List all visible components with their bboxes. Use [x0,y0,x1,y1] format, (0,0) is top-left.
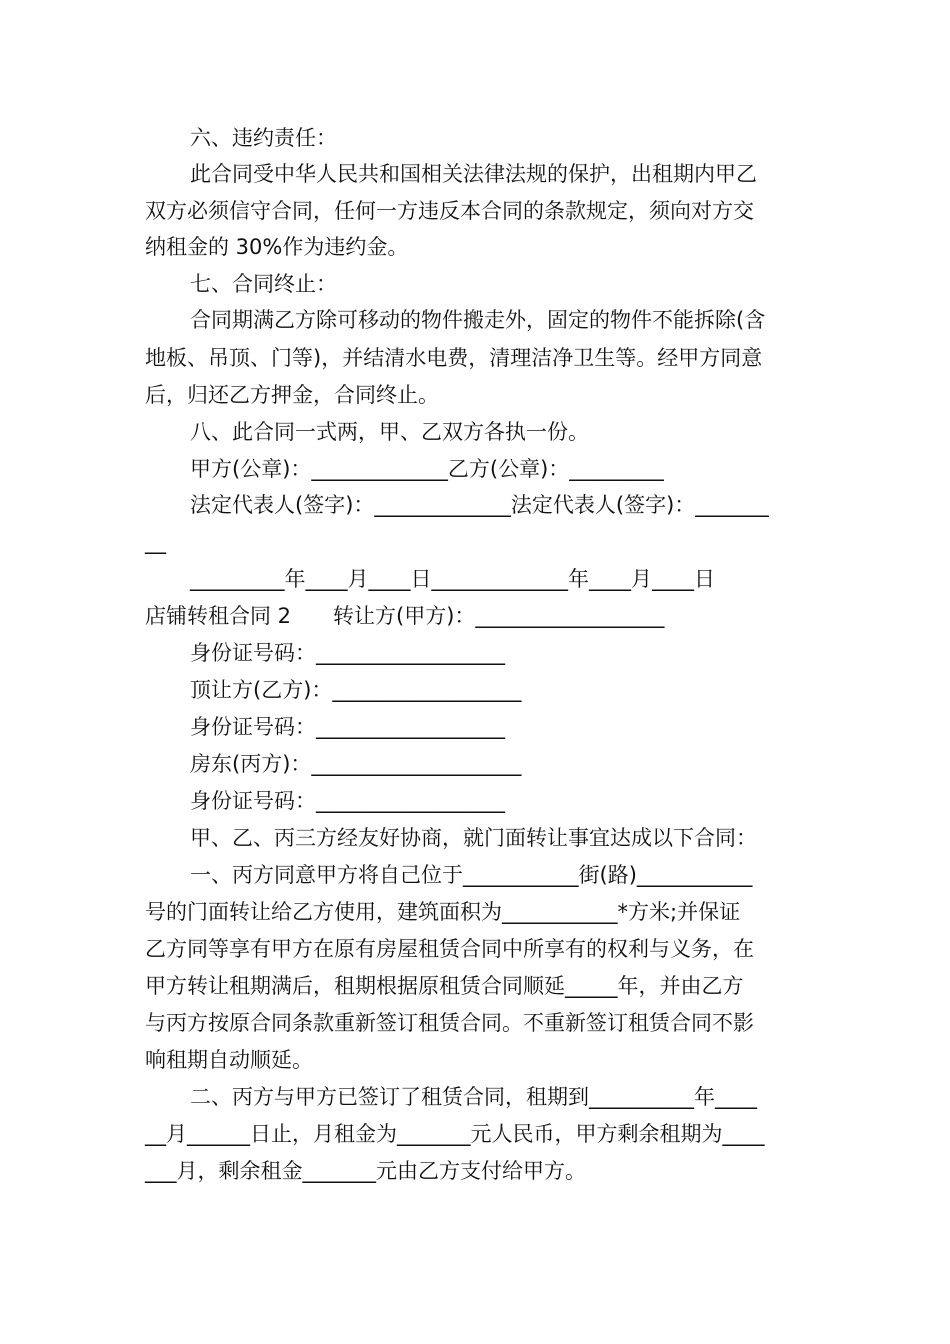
date-line: _________年____月____日_____________年____月____日 [190,567,715,591]
contract-2-title-line: 店铺转租合同 2 转让方(甲方)：__________________ [145,604,665,628]
section-7-para-line-1: 合同期满乙方除可移动的物件搬走外，固定的物件不能拆除(含 [190,308,766,332]
clause-1-line-4: 甲方转让租期满后，租期根据原租赁合同顺延_____年，并由乙方 [145,974,744,998]
section-7-para-line-2: 地板、吊顶、门等)，并结清水电费，清理洁净卫生等。经甲方同意 [145,346,763,370]
representative-line-wrap: __ [145,530,166,554]
section-7-para-line-3: 后，归还乙方押金，合同终止。 [145,383,439,407]
section-6-para-line-1: 此合同受中华人民共和国相关法律法规的保护，出租期内甲乙 [190,162,757,186]
seal-line: 甲方(公章)：_____________乙方(公章)：_________ [190,457,664,481]
clause-2-line-1: 二、丙方与甲方已签订了租赁合同，租期到__________年____ [190,1085,757,1109]
clause-1-line-6: 响租期自动顺延。 [145,1048,313,1072]
party-c-line: 房东(丙方)：____________________ [190,752,522,776]
section-8-line: 八、此合同一式两，甲、乙双方各执一份。 [190,420,589,444]
clause-1-line-2: 号的门面转让给乙方使用，建筑面积为___________*方米;并保证 [145,900,741,924]
clause-1-line-3: 乙方同等享有甲方在原有房屋租赁合同中所享有的权利与义务，在 [145,937,754,961]
party-c-id-line: 身份证号码：__________________ [190,789,505,813]
section-6-heading: 六、违约责任： [190,126,337,150]
party-a-id-line: 身份证号码：__________________ [190,641,505,665]
clause-1-line-5: 与丙方按原合同条款重新签订租赁合同。不重新签订租赁合同不影 [145,1011,754,1035]
section-6-para-line-3: 纳租金的 30%作为违约金。 [145,235,409,259]
party-b-id-line: 身份证号码：__________________ [190,715,505,739]
section-7-heading: 七、合同终止： [190,272,337,296]
clause-2-line-2: __月______日止，月租金为_______元人民币，甲方剩余租期为____ [145,1122,765,1146]
agreement-intro-line: 甲、乙、丙三方经友好协商，就门面转让事宜达成以下合同： [190,826,757,850]
party-b-line: 顶让方(乙方)：__________________ [190,678,522,702]
clause-1-line-1: 一、丙方同意甲方将自己位于___________街(路)___________ [190,863,753,887]
clause-2-line-3: ___月，剩余租金_______元由乙方支付给甲方。 [145,1159,586,1183]
representative-line: 法定代表人(签字)：_____________法定代表人(签字)：_______ [190,493,769,517]
section-6-para-line-2: 双方必须信守合同，任何一方违反本合同的条款规定，须向对方交 [145,199,754,223]
